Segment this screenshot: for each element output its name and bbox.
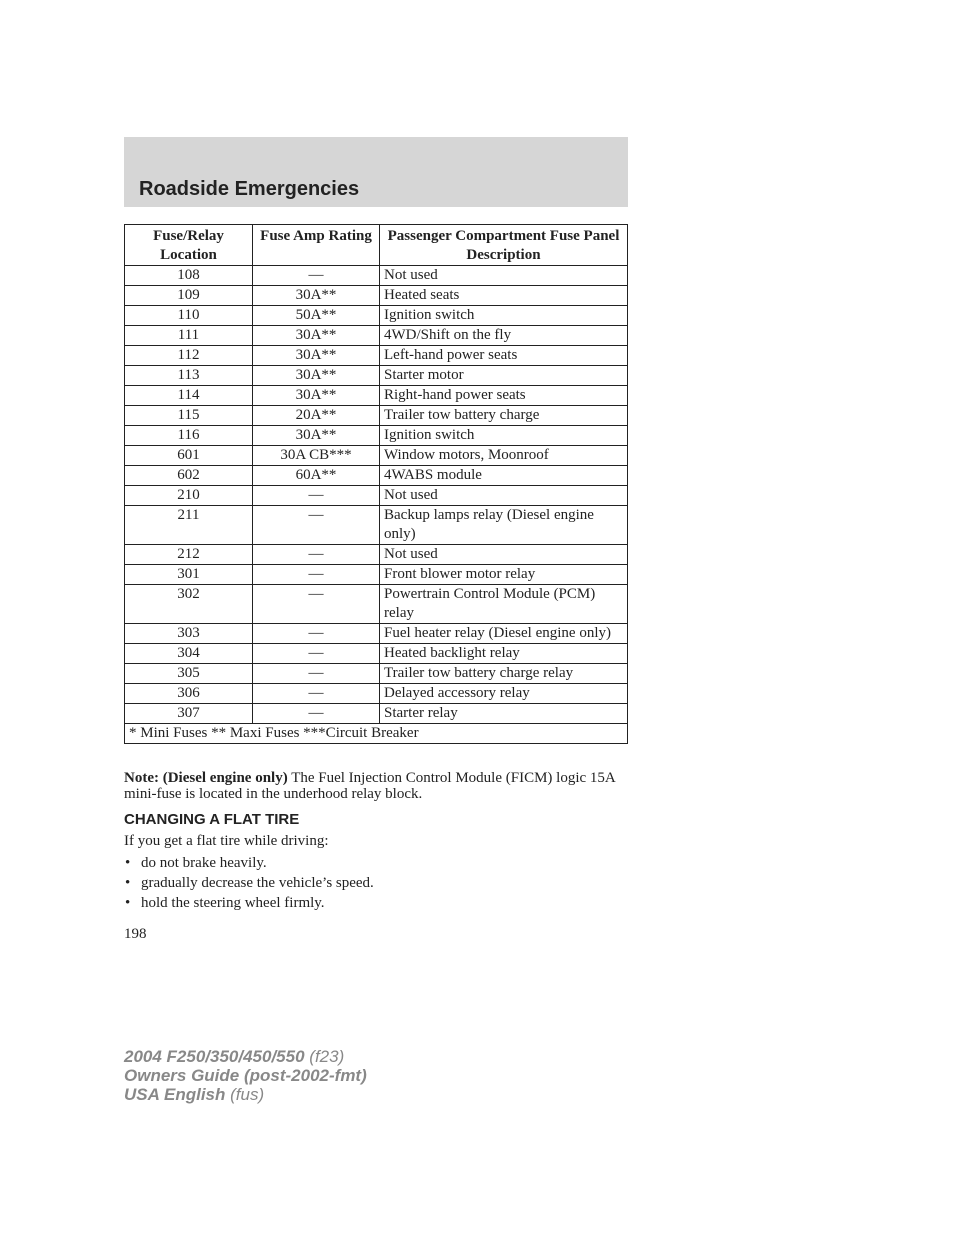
- table-row: [125, 406, 628, 426]
- cell-amp-rating: —: [253, 486, 380, 506]
- cell-amp-rating: —: [253, 506, 380, 545]
- cell-location: 301: [125, 565, 253, 585]
- column-header-amp-rating: Fuse Amp Rating: [253, 225, 380, 266]
- cell-location: 305: [125, 664, 253, 684]
- fuse-table-footnote: * Mini Fuses ** Maxi Fuses ***Circuit Breaker: [125, 724, 628, 744]
- list-item: [124, 893, 374, 913]
- cell-description: Not used: [380, 486, 628, 506]
- table-row: [125, 565, 628, 585]
- cell-location: 601: [125, 446, 253, 466]
- cell-amp-rating: 50A**: [253, 306, 380, 326]
- cell-amp-rating: 30A**: [253, 286, 380, 306]
- bullet-text: do not brake heavily.: [141, 855, 267, 871]
- cell-description: Not used: [380, 545, 628, 565]
- section-intro: If you get a flat tire while driving:: [124, 833, 329, 849]
- cell-description: Right-hand power seats: [380, 386, 628, 406]
- cell-location: 115: [125, 406, 253, 426]
- table-row: [125, 466, 628, 486]
- table-row: [125, 486, 628, 506]
- note-text: The Fuel Injection Control Module (FICM) logic 15A mini-fuse is located in the underhood relay block.: [124, 770, 615, 802]
- list-item: [124, 873, 374, 893]
- table-row: [125, 266, 628, 286]
- cell-description: Fuel heater relay (Diesel engine only): [380, 624, 628, 644]
- cell-description: Ignition switch: [380, 306, 628, 326]
- cell-amp-rating: —: [253, 585, 380, 624]
- footer-model: 2004 F250/350/450/550: [124, 1047, 305, 1066]
- table-row: [125, 286, 628, 306]
- table-row: [125, 684, 628, 704]
- table-row: [125, 306, 628, 326]
- cell-location: 111: [125, 326, 253, 346]
- table-row: [125, 704, 628, 724]
- table-row: [125, 346, 628, 366]
- cell-amp-rating: 30A**: [253, 366, 380, 386]
- cell-description: Starter relay: [380, 704, 628, 724]
- cell-location: 113: [125, 366, 253, 386]
- footer-guide: Owners Guide (post-2002-fmt): [124, 1066, 367, 1085]
- cell-amp-rating: —: [253, 664, 380, 684]
- table-row: [125, 326, 628, 346]
- fuse-table-header-row: [125, 225, 628, 266]
- cell-amp-rating: 20A**: [253, 406, 380, 426]
- page-number: 198: [124, 926, 147, 942]
- footer-line-language: [124, 1085, 367, 1104]
- section-header-title: Roadside Emergencies: [139, 178, 360, 200]
- bullet-text: gradually decrease the vehicle’s speed.: [141, 875, 374, 891]
- cell-description: Starter motor: [380, 366, 628, 386]
- header-band: [124, 137, 628, 207]
- flat-tire-bullet-list: [124, 853, 374, 913]
- cell-location: 211: [125, 506, 253, 545]
- cell-location: 114: [125, 386, 253, 406]
- cell-location: 304: [125, 644, 253, 664]
- cell-description: Not used: [380, 266, 628, 286]
- cell-description: Backup lamps relay (Diesel engine only): [380, 506, 628, 545]
- cell-amp-rating: 30A**: [253, 426, 380, 446]
- bullet-icon: •: [125, 875, 131, 891]
- footer-model-code: (f23): [304, 1047, 345, 1066]
- cell-description: 4WD/Shift on the fly: [380, 326, 628, 346]
- cell-description: 4WABS module: [380, 466, 628, 486]
- cell-location: 602: [125, 466, 253, 486]
- cell-amp-rating: 60A**: [253, 466, 380, 486]
- document-footer: [124, 1047, 367, 1104]
- cell-description: Trailer tow battery charge relay: [380, 664, 628, 684]
- cell-location: 108: [125, 266, 253, 286]
- cell-amp-rating: 30A**: [253, 346, 380, 366]
- cell-amp-rating: —: [253, 704, 380, 724]
- cell-amp-rating: 30A**: [253, 386, 380, 406]
- table-row: [125, 446, 628, 466]
- cell-description: Trailer tow battery charge: [380, 406, 628, 426]
- cell-amp-rating: 30A CB***: [253, 446, 380, 466]
- cell-location: 212: [125, 545, 253, 565]
- cell-amp-rating: —: [253, 266, 380, 286]
- fuse-table: [124, 224, 628, 744]
- cell-location: 210: [125, 486, 253, 506]
- cell-description: Heated seats: [380, 286, 628, 306]
- cell-amp-rating: —: [253, 684, 380, 704]
- bullet-text: hold the steering wheel firmly.: [141, 895, 325, 911]
- footer-language-code: (fus): [225, 1085, 265, 1104]
- cell-amp-rating: 30A**: [253, 326, 380, 346]
- cell-location: 302: [125, 585, 253, 624]
- column-header-description: Passenger Compartment Fuse Panel Description: [380, 225, 628, 266]
- diesel-note: [124, 770, 628, 802]
- table-row: [125, 366, 628, 386]
- cell-description: Heated backlight relay: [380, 644, 628, 664]
- bullet-icon: •: [125, 855, 131, 871]
- cell-amp-rating: —: [253, 565, 380, 585]
- cell-location: 303: [125, 624, 253, 644]
- footer-line-guide: [124, 1066, 367, 1085]
- table-row: [125, 506, 628, 545]
- cell-location: 112: [125, 346, 253, 366]
- footer-language: USA English: [124, 1085, 226, 1104]
- note-label: Note: (Diesel engine only): [124, 770, 288, 786]
- fuse-table-footnote-row: [125, 724, 628, 744]
- list-item: [124, 853, 374, 873]
- table-row: [125, 585, 628, 624]
- section-heading: CHANGING A FLAT TIRE: [124, 811, 300, 828]
- table-row: [125, 386, 628, 406]
- bullet-icon: •: [125, 895, 131, 911]
- cell-location: 109: [125, 286, 253, 306]
- table-row: [125, 426, 628, 446]
- cell-description: Delayed accessory relay: [380, 684, 628, 704]
- cell-description: Front blower motor relay: [380, 565, 628, 585]
- table-row: [125, 624, 628, 644]
- cell-location: 116: [125, 426, 253, 446]
- footer-line-model: [124, 1047, 367, 1066]
- cell-description: Powertrain Control Module (PCM) relay: [380, 585, 628, 624]
- column-header-location: Fuse/Relay Location: [125, 225, 253, 266]
- cell-location: 306: [125, 684, 253, 704]
- cell-amp-rating: —: [253, 624, 380, 644]
- cell-location: 110: [125, 306, 253, 326]
- cell-description: Ignition switch: [380, 426, 628, 446]
- table-row: [125, 664, 628, 684]
- table-row: [125, 545, 628, 565]
- cell-description: Left-hand power seats: [380, 346, 628, 366]
- cell-location: 307: [125, 704, 253, 724]
- table-row: [125, 644, 628, 664]
- cell-amp-rating: —: [253, 545, 380, 565]
- cell-description: Window motors, Moonroof: [380, 446, 628, 466]
- cell-amp-rating: —: [253, 644, 380, 664]
